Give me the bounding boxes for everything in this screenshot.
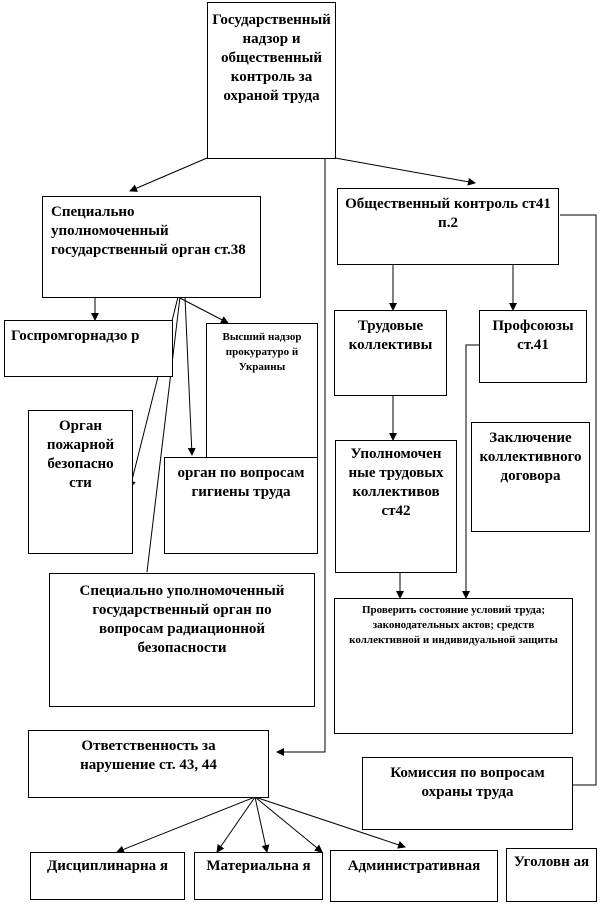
hygiene-label: орган по вопросам гигиены труда xyxy=(177,465,305,500)
root-box xyxy=(207,2,336,159)
gospromgornadzor-box xyxy=(4,320,173,377)
administrative-label: Административная xyxy=(347,858,481,874)
arrow-root-public xyxy=(335,158,475,183)
authorized-reps-box xyxy=(335,440,457,573)
commission-label: Комиссия по вопросам охраны труда xyxy=(390,765,545,800)
public-control-box xyxy=(337,188,559,265)
trade-unions-box xyxy=(479,310,587,383)
arrow-resp-disciplinary xyxy=(117,797,255,852)
labor-collectives-box xyxy=(334,310,447,396)
root-label: Государственный надзор и общественный контроль за охраной труда xyxy=(212,12,331,104)
arrow-special-hygiene xyxy=(185,297,192,455)
radiation-box xyxy=(49,573,315,707)
responsibility-box xyxy=(28,730,269,798)
prosecutor-label: Высший надзор прокуратуро й Украины xyxy=(222,331,302,373)
radiation-label: Специально уполномоченный государственный орган по вопросам радиационной безопасности xyxy=(79,583,285,656)
arrow-root-special xyxy=(130,158,207,191)
fire-safety-label: Орган пожарной безопасно сти xyxy=(46,418,115,491)
public-control-label: Общественный контроль ст41 п.2 xyxy=(345,196,551,231)
check-conditions-box xyxy=(334,598,573,734)
collective-agreement-box xyxy=(471,422,590,532)
material-label: Материальна я xyxy=(206,858,311,874)
trade-unions-label: Профсоюзы ст.41 xyxy=(492,318,574,353)
arrow-resp-material-1 xyxy=(217,797,255,852)
special-organ-box xyxy=(42,196,261,298)
hygiene-box xyxy=(164,457,318,554)
prosecutor-box xyxy=(206,323,318,468)
check-conditions-label: Проверить состояние условий труда; законодательных актов; средств коллективной и индивидуальной защиты xyxy=(349,604,558,646)
gospromgornadzor-label: Госпромгорнадзо р xyxy=(11,328,140,344)
authorized-reps-label: Уполномочен ные трудовых коллективов ст42 xyxy=(348,446,444,519)
commission-box xyxy=(362,757,573,830)
administrative-box xyxy=(330,850,498,902)
collective-agreement-label: Заключение коллективного договора xyxy=(479,430,582,484)
material-box xyxy=(194,852,323,900)
labor-collectives-label: Трудовые коллективы xyxy=(348,318,433,353)
disciplinary-box xyxy=(30,852,185,900)
fire-safety-box xyxy=(28,410,133,554)
special-organ-label: Специально уполномоченный государственный орган ст.38 xyxy=(51,204,246,258)
responsibility-label: Ответственность за нарушение ст. 43, 44 xyxy=(80,738,217,773)
disciplinary-label: Дисциплинарна я xyxy=(46,858,169,874)
criminal-box xyxy=(506,848,597,902)
criminal-label: Уголовн ая xyxy=(513,854,590,870)
